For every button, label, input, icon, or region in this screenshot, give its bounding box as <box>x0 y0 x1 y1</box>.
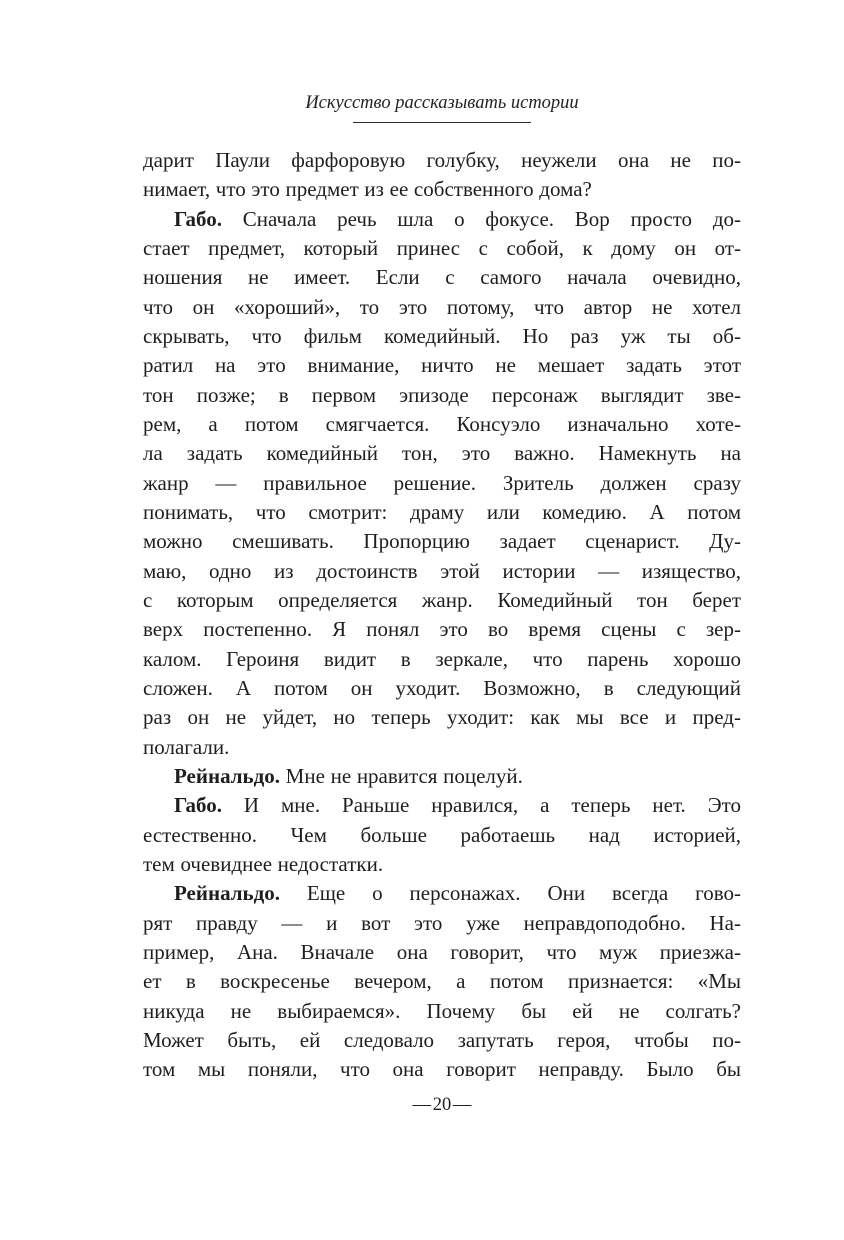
speaker-name: Рейнальдо. <box>174 763 281 788</box>
header-rule-divider <box>353 122 531 123</box>
text-line: ношения не имеет. Если с самого начала очевидно, <box>143 265 741 290</box>
text-line: рят правду — и вот это уже неправдоподобно. На- <box>143 910 741 935</box>
text-line: рем, а потом смягчается. Консуэло изначально хоте- <box>143 411 741 436</box>
paragraph <box>143 146 741 205</box>
text-line: никуда не выбираемся». Почему бы ей не солгать? <box>143 998 741 1023</box>
text-line: Габо. Сначала речь шла о фокусе. Вор просто до- <box>174 206 741 231</box>
running-header-title: Искусство рассказывать истории <box>305 93 579 113</box>
text-line: Может быть, ей следовало запутать героя, чтобы по- <box>143 1027 741 1052</box>
text-line: Рейнальдо. Еще о персонажах. Они всегда гово- <box>174 881 741 906</box>
text-line: что он «хороший», то это потому, что автор не хотел <box>143 294 741 319</box>
text-line: с которым определяется жанр. Комедийный тон берет <box>143 587 741 612</box>
text-line: ратил на это внимание, ничто не мешает задать этот <box>143 353 741 378</box>
text-line: понимать, что смотрит: драму или комедию. А потом <box>143 499 741 524</box>
speaker-name: Габо. <box>174 206 222 231</box>
paragraph <box>143 791 741 879</box>
text-line: ла задать комедийный тон, это важно. Намекнуть на <box>143 441 741 466</box>
paragraph <box>143 879 741 1084</box>
speaker-name: Рейнальдо. <box>174 881 281 906</box>
text-line: тон позже; в первом эпизоде персонаж выглядит зве- <box>143 382 741 407</box>
text-line: сложен. А потом он уходит. Возможно, в следующий <box>143 675 741 700</box>
text-line: скрывать, что фильм комедийный. Но раз уж ты об- <box>143 323 741 348</box>
text-line: ет в воскресенье вечером, а потом признается: «Мы <box>143 969 741 994</box>
text-line: можно смешивать. Пропорцию задает сценарист. Ду- <box>143 529 741 554</box>
text-line: нимает, что это предмет из ее собственного дома? <box>143 177 592 202</box>
text-line: Габо. И мне. Раньше нравился, а теперь нет. Это <box>174 793 741 818</box>
text-line: верх постепенно. Я понял это во время сцены с зер- <box>143 617 741 642</box>
text-line: полагали. <box>143 734 230 759</box>
speaker-name: Габо. <box>174 793 222 818</box>
paragraph <box>143 762 741 791</box>
text-line: калом. Героиня видит в зеркале, что парень хорошо <box>143 646 741 671</box>
text-line: маю, одно из достоинств этой истории — изящество, <box>143 558 741 583</box>
paragraph <box>143 205 741 762</box>
page-number: — 20 — <box>412 1095 472 1115</box>
text-line: естественно. Чем больше работаешь над историей, <box>143 822 741 847</box>
text-line: Рейнальдо. Мне не нравится поцелуй. <box>174 763 523 788</box>
text-line: дарит Паули фарфоровую голубку, неужели она не по- <box>143 148 741 172</box>
text-line: том мы поняли, что она говорит неправду. Было бы <box>143 1057 741 1082</box>
text-line: пример, Ана. Вначале она говорит, что муж приезжа- <box>143 939 741 964</box>
text-line: раз он не уйдет, но теперь уходит: как мы все и пред- <box>143 705 741 730</box>
page-body <box>143 146 741 1085</box>
text-line: жанр — правильное решение. Зритель должен сразу <box>143 470 741 495</box>
text-line: стает предмет, который принес с собой, к дому он от- <box>143 235 741 260</box>
text-line: тем очевиднее недостатки. <box>143 851 384 876</box>
